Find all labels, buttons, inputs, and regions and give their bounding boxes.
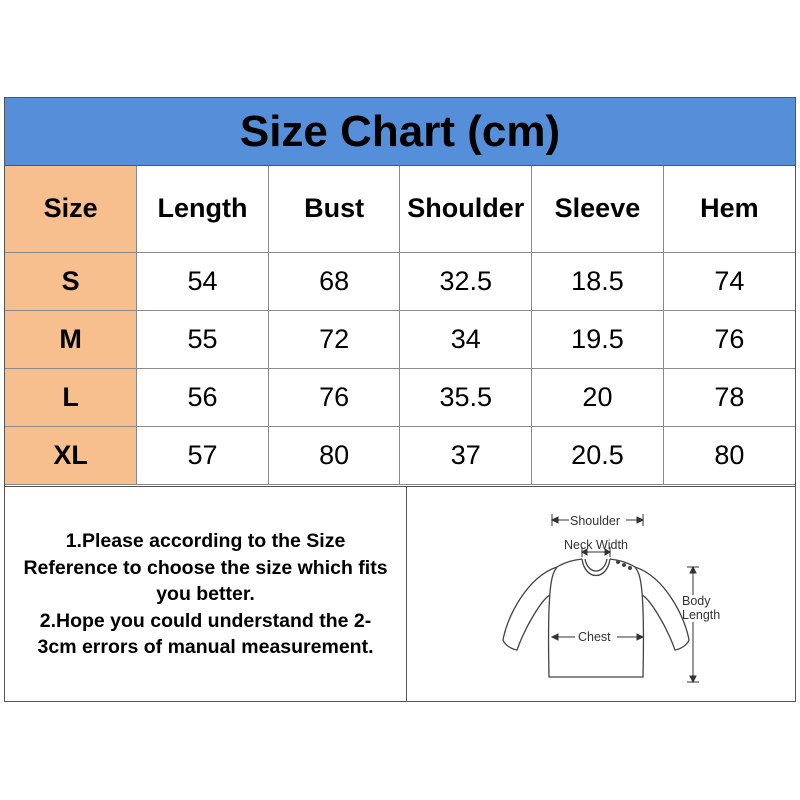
shirt-diagram — [407, 487, 795, 702]
header-hem: Hem — [663, 166, 795, 252]
info-section — [5, 486, 795, 702]
cell-length: 55 — [137, 310, 269, 368]
cell-hem: 76 — [663, 310, 795, 368]
table-row — [5, 310, 795, 368]
cell-length: 57 — [137, 426, 269, 484]
cell-length: 54 — [137, 252, 269, 310]
table-header-row — [5, 166, 795, 252]
cell-bust: 68 — [268, 252, 400, 310]
note-line: you better. — [156, 583, 255, 606]
table-row — [5, 368, 795, 426]
size-label: XL — [5, 426, 137, 484]
table-row — [5, 252, 795, 310]
chart-title: Size Chart (cm) — [5, 98, 795, 166]
cell-hem: 74 — [663, 252, 795, 310]
header-bust: Bust — [268, 166, 400, 252]
cell-hem: 78 — [663, 368, 795, 426]
size-label: M — [5, 310, 137, 368]
note-line: Reference to choose the size which fits — [23, 556, 388, 579]
header-length: Length — [137, 166, 269, 252]
cell-shoulder: 37 — [400, 426, 532, 484]
measurement-diagram — [407, 487, 795, 702]
cell-sleeve: 20 — [532, 368, 664, 426]
cell-shoulder: 32.5 — [400, 252, 532, 310]
label-neck-width: Neck Width — [564, 538, 628, 552]
label-chest: Chest — [578, 630, 611, 644]
label-body: Body — [682, 594, 711, 608]
note-line: 2.Hope you could understand the 2- — [39, 609, 372, 632]
label-length: Length — [682, 608, 721, 622]
header-size: Size — [5, 166, 137, 252]
cell-sleeve: 20.5 — [532, 426, 664, 484]
size-label: L — [5, 368, 137, 426]
cell-sleeve: 19.5 — [532, 310, 664, 368]
size-table — [5, 166, 795, 485]
cell-bust: 80 — [268, 426, 400, 484]
cell-bust: 76 — [268, 368, 400, 426]
note-line: 3cm errors of manual measurement. — [37, 636, 374, 659]
cell-hem: 80 — [663, 426, 795, 484]
size-label: S — [5, 252, 137, 310]
cell-shoulder: 35.5 — [400, 368, 532, 426]
cell-sleeve: 18.5 — [532, 252, 664, 310]
size-chart — [4, 97, 796, 702]
cell-bust: 72 — [268, 310, 400, 368]
header-shoulder: Shoulder — [400, 166, 532, 252]
table-row — [5, 426, 795, 484]
label-shoulder: Shoulder — [570, 514, 621, 528]
cell-shoulder: 34 — [400, 310, 532, 368]
cell-length: 56 — [137, 368, 269, 426]
note-line: 1.Please according to the Size — [65, 530, 346, 553]
measurement-notes — [5, 487, 407, 702]
header-sleeve: Sleeve — [532, 166, 664, 252]
